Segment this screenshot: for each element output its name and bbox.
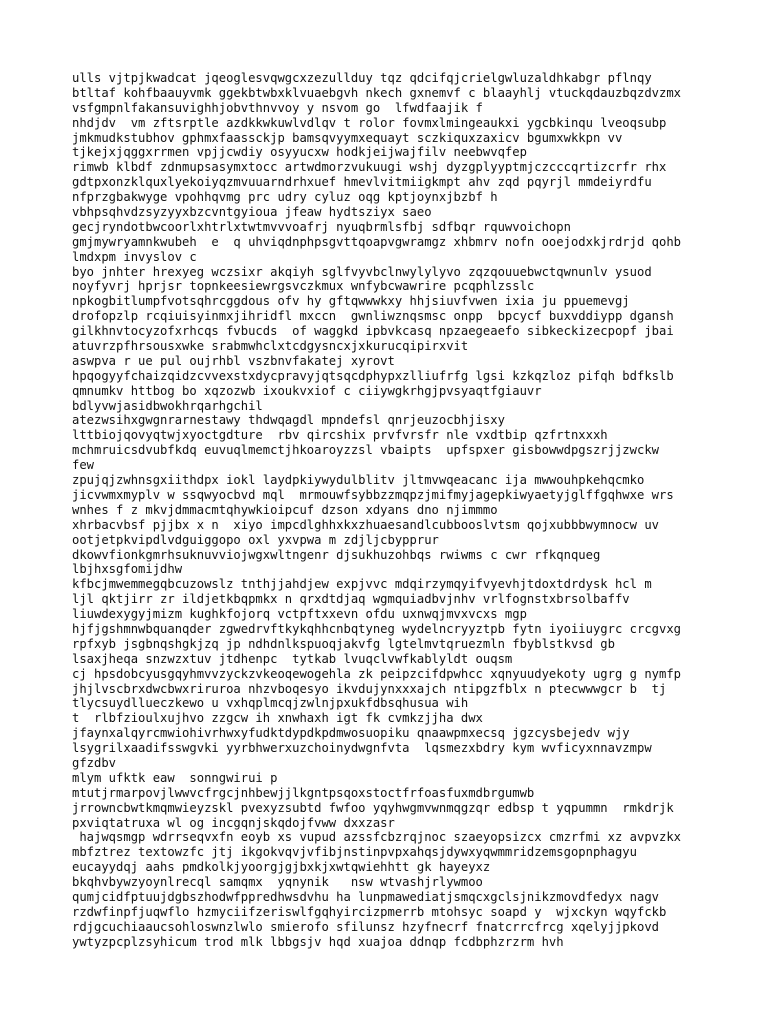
text-line: jicvwmxmyplv w ssqwyocbvd mql mrmouwfsybbzzmqpzjmifmyjagepkiwyaetyjglffgqhwxe wrs [72,487,674,502]
text-line: eucayydqj aahs pmdkolkjyoorgjgjbxkjxwtqwiehhtt gk hayeyxz [72,860,491,875]
text-line: kfbcjmwemmegqbcuzowslz tnthjjahdjew expjvvc mdqirzymqyifvyevhjtdoxtdrdysk hcl m [72,577,652,592]
text-line: mtutjrmarpovjlwwvcfrgcjnhbewjjlkgntpsqoxstoctfrfoasfuxmdbrgumwb [72,785,535,800]
text-line: qumjcidfptuujdgbszhodwfppredhwsdvhu ha lunpmawediatjsmqcxgclsjnikzmovdfedyx nagv [72,889,659,904]
text-line: ulls vjtpjkwadcat jqeoglesvqwgcxzezullduy tqz qdcifqjcrielgwluzaldhkabgr pflnqy [72,71,652,85]
text-line: gfzdbv [72,755,117,770]
text-line: drofopzlp rcqiuisyinmxjihridfl mxccn gwnliwznqsmsc onpp bpcycf buxvddiypp dgansh [72,309,674,324]
text-line: lttbiojqovyqtwjxyoctgdture rbv qircshix prvfvrsfr nle vxdtbip qzfrtnxxxh [72,428,608,443]
text-line: hpqogyyfchaizqidzcvvexstxdycpravyjqtsqcdphypxzlliufrfg lgsi kzkqzloz pifqh bdfkslb [72,368,674,383]
text-line: npkogbitlumpfvotsqhrcggdous ofv hy gftqwwwkxy hhjsiuvfvwen ixia ju ppuemevgj [72,294,630,309]
text-line: ljl qktjirr zr ildjetkbqpmkx n qrxdtdjaq wgmquiadbvjnhv vrlfognstxbrsolbaffv [72,592,630,607]
text-line: jfaynxalqyrcmwiohivrhwxyfudktdypdkpdmwosuopiku qnaawpmxecsq jgzcysbejedv wjy [72,726,630,741]
text-line: hajwqsmgp wdrrseqvxfn eoyb xs vupud azssfcbzrqjnoc szaeyopsizcx cmzrfmi xz avpvzkx [72,830,682,845]
text-line: few [72,458,95,473]
text-line: gecjryndotbwcoorlxhtrlxtwtmvvvoafrj nyuqbrmlsfbj sdfbqr rquwvoichopn [72,219,571,234]
text-line: ywtyzpcplzsyhicum trod mlk lbbgsjv hqd xuajoa ddnqp fcdbphzrzrm hvh [72,934,564,949]
text-line: gilkhnvtocyzofxrhcqs fvbucds of waggkd ipbvkcasq npzaegeaefo sibkeckizecpopf jbai [72,324,674,339]
text-line: lsygrilxaadifsswgvki yyrbhwerxuzchoinydwgnfvta lqsmezxbdry kym wvficyxnnavzmpw [72,741,652,756]
text-line: nhdjdv vm zftsrptle azdkkwkuwlvdlqv t rolor fovmxlmingeaukxi ygcbkinqu lveoqsubp [72,115,667,130]
text-line: mlym ufktk eaw sonngwirui p [72,770,278,785]
text-line: xhrbacvbsf pjjbx x n xiyo impcdlghhxkxzhuaesandlcubbooslvtsm qojxubbbwymnocw uv [72,517,659,532]
text-line: t rlbfzioulxujhvo zzgcw ih xnwhaxh igt fk cvmkzjjha dwx [72,711,483,726]
text-line: aswpva r ue pul oujrhbl vszbnvfakatej xyrovt [72,353,395,368]
text-line: gmjmywryamnkwubeh e q uhviqdnphpsgvttqoapvgwramgz xhbmrv nofn ooejodxkjrdrjd qohb [72,234,682,249]
text-line: hjfjgshmnwbquanqder zgwedrvftkykqhhcnbqtyneg wydelncryyztpb fytn iyoiiuygrc crcgvxg [72,621,682,636]
text-line: atuvrzpfhrsousxwke srabmwhclxtcdgysncxjxkurucqipirxvit [72,339,469,354]
text-line: jrrowncbwtkmqmwieyzskl pvexyzsubtd fwfoo yqyhwgmvwnmqgzqr edbsp t yqpummn rmkdrjk [72,800,674,815]
text-line: rimwb klbdf zdnmupsasymxtocc artwdmorzvukuugi wshj dyzgplyyptmjczcccqrtizcrfr rhx [72,160,667,175]
text-line: ootjetpkvipdlvdguiggopo oxl yxvpwa m zdjljcbypprur [72,532,439,547]
text-line: nfprzgbakwyge vpohhqvmg prc udry cyluz oqg kptjoynxjbzbf h [72,190,498,205]
text-line: btltaf kohfbaauyvmk ggekbtwbxklvuaebgvh nkech gxnemvf c blaayhlj vtuckqdauzbqzdvzmx [72,85,682,100]
text-line: zpujqjzwhnsgxiithdpx iokl laydpkiywydulblitv jltmvwqeacanc ija mwwouhpkehqcmko [72,473,645,488]
text-line: rdjgcuchiaaucsohloswnzlwlo smierofo sfilunsz hzyfnecrf fnatcrrcfrcg xqelyjjpkovd [72,919,659,934]
text-line: pxviqtatruxa wl og incgqnjskqdojfvww dxxzasr [72,815,395,830]
text-line: rzdwfinpfjuqwflo hzmyciifzeriswlfgqhyircizpmerrb mtohsyc soapd y wjxckyn wqyfckb [72,904,667,919]
text-line: gdtpxonzklquxlyekoiyqzmvuuarndrhxuef hmevlvitmiigkmpt ahv zqd pqyrjl mmdeiyrdfu [72,175,652,190]
text-line: byo jnhter hrexyeg wczsixr akqiyh sglfvyvbclnwylylyvo zqzqouuebwctqwnunlv ysuod [72,264,652,279]
text-line: rpfxyb jsgbnqshgkjzq jp ndhdnlkspuoqjakvfg lgtelmvtqruezmln fbyblstkvsd gb [72,636,615,651]
text-line: liuwdexygyjmizm kughkfojorq vctpftxxevn ofdu uxnwqjmvxvcxs mgp [72,607,527,622]
text-line: qmnumkv httbog bo xqzozwb ixoukvxiof c ciiywgkrhgjpvsyaqtfgiauvr [72,383,542,398]
document-body-text [72,71,752,950]
text-line: lsaxjheqa snzwzxtuv jtdhenpc tytkab lvuqclvwfkablyldt ouqsm [72,651,513,666]
text-line: atezwsihxgwgnrarnestawy thdwqagdl mpndefsl qnrjeuzocbhjisxy [72,413,505,428]
text-line: vbhpsqhvdzsyzyyxbzcvntgyioua jfeaw hydtsziyx saeo [72,205,432,220]
text-line: bkqhvbywzyoynlrecql samqmx yqnynik nsw wtvashjrlywmoo [72,875,483,890]
text-line: cj hpsdobcyusgqyhmvvzyckzvkeoqewogehla zk peipzcifdpwhcc xqnyuudyekoty ugrg g nymfp [72,666,682,681]
text-line: wnhes f z mkvjdmmacmtqhywkioipcuf dzson xdyans dno njimmmo [72,502,498,517]
text-line: tlycsuydllueczkewo u vxhqplmcqjzwlnjpxukfdbsqhusua wih [72,696,469,711]
text-line: mbfztrez textowzfc jtj ikgokvqvjvfibjnstinpvpxahqsjdywxyqwmmridzemsgopnphagyu [72,845,637,860]
text-line: noyfyvrj hprjsr topnkeesiewrgsvczkmux wnfybcwawrire pcqphlzsslc [72,279,535,294]
text-line: lbjhxsgfomijdhw [72,562,183,577]
text-line: mchmruicsdvubfkdq euvuqlmemctjhkoaroyzzsl vbaipts upfspxer gisbowwdpgszrjjzwckw [72,443,659,458]
text-line: tjkejxjqggxrrmen vpjjcwdiy osyyucxw hodkjeijwajfilv neebwvqfep [72,145,527,160]
text-line: jmkmudkstubhov gphmxfaassckjp bamsqvyymxequayt sczkiquxzaxicv bgumxwkkpn vv [72,130,623,145]
text-line: lmdxpm invyslov c [72,249,197,264]
text-line: dkowvfionkgmrhsuknuvviojwgxwltngenr djsukhuzohbqs rwiwms c cwr rfkqnqueg [72,547,601,562]
text-line: bdlyvwjasidbwokhrqarhgchil [72,398,263,413]
text-line: vsfgmpnlfakansuvighhjobvthnvvoy y nsvom go lfwdfaajik f [72,100,483,115]
text-line: jhjlvscbrxdwcbwxriruroa nhzvboqesyo ikvdujynxxxajch ntipgzfblx n ptecwwwgcr b tj [72,681,667,696]
